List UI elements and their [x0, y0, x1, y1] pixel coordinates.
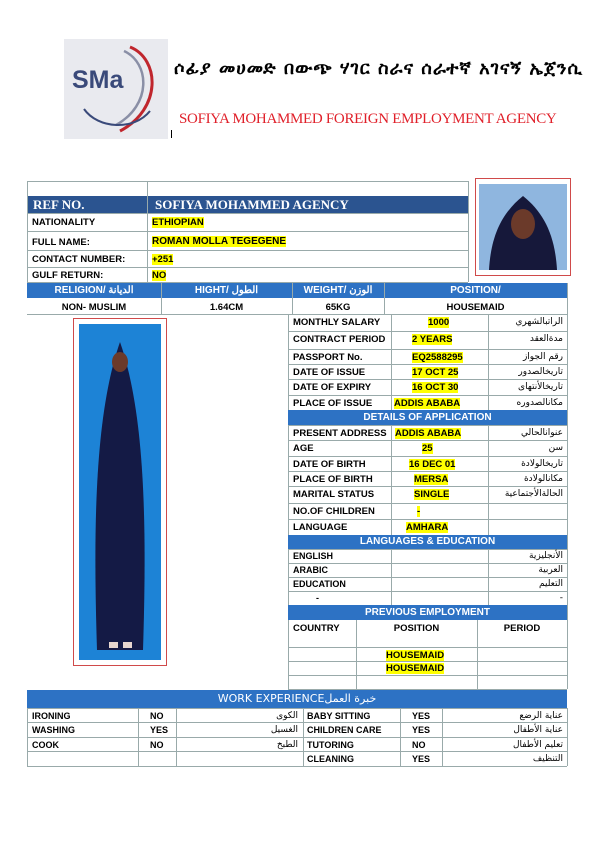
work-left-label: COOK	[32, 740, 59, 750]
gulf-return-label: GULF RETURN:	[32, 270, 104, 281]
full-name-label: FULL NAME:	[32, 237, 90, 248]
language-label: ENGLISH	[293, 551, 334, 561]
nationality-label: NATIONALITY	[32, 217, 96, 228]
languages-title: LANGUAGES & EDUCATION	[359, 536, 496, 547]
details-arabic: رقم الجواز	[522, 352, 563, 362]
languages-row-line	[288, 549, 567, 550]
application-label: MARITAL STATUS	[293, 489, 375, 500]
work-left-value: NO	[150, 711, 164, 721]
application-arabic: تاريخالولادة	[521, 459, 563, 469]
application-arabic: مكانالولادة	[523, 474, 563, 484]
details-row-line	[288, 349, 567, 350]
application-arabic: عنوانالحالي	[520, 428, 563, 438]
agency-name-amharic: ሶፊያ መሀመድ በውጭ ሃገር ስራና ሰራተኛ አገናኝ ኤጀንሲ	[174, 58, 583, 79]
details-label: PLACE OF ISSUE	[293, 398, 373, 409]
application-row-line	[288, 425, 567, 426]
language-label: ARABIC	[293, 565, 328, 575]
ref-value: SOFIYA MOHAMMED AGENCY	[155, 197, 349, 212]
portrait-image-icon	[479, 184, 567, 270]
nationality-value: ETHIOPIAN	[152, 217, 204, 228]
work-row-line	[27, 722, 567, 723]
work-left-arabic: الكوى	[276, 711, 298, 721]
application-arabic: سن	[548, 443, 563, 453]
work-right-label: CHILDREN CARE	[307, 725, 382, 735]
details-row-line	[288, 331, 567, 332]
employment-position-1: HOUSEMAID	[386, 650, 445, 661]
country-header: COUNTRY	[293, 623, 340, 634]
details-row-line	[288, 314, 567, 315]
language-label: EDUCATION	[293, 579, 346, 589]
work-right-value: YES	[412, 711, 431, 721]
work-right-arabic: عناية الرضع	[519, 711, 563, 721]
details-row-line	[288, 379, 567, 380]
work-row-line	[27, 708, 567, 709]
employment-title: PREVIOUS EMPLOYMENT	[364, 607, 490, 618]
work-right-label: CLEANING	[307, 754, 354, 764]
application-label: LANGUAGE	[293, 522, 348, 533]
work-left-label: IRONING	[32, 711, 71, 721]
application-value: MERSA	[414, 474, 449, 485]
language-arabic: التعليم	[539, 579, 563, 589]
application-value: 25	[422, 443, 433, 454]
details-label: MONTHLY SALARY	[293, 317, 381, 328]
work-right-arabic: تعليم الأطفال	[512, 740, 563, 750]
details-arabic: مكانالصدوره	[516, 398, 563, 408]
details-value: ADDIS ABABA	[394, 398, 461, 409]
details-value: 1000	[428, 317, 450, 328]
work-right-value: YES	[412, 725, 431, 735]
work-left-arabic: الطبخ	[276, 740, 298, 750]
portrait-photo	[475, 178, 571, 276]
details-value: EQ2588295	[412, 352, 463, 363]
details-label: DATE OF ISSUE	[293, 367, 366, 378]
details-label: DATE OF EXPIRY	[293, 382, 372, 393]
height-value: 1.64CM	[209, 302, 244, 313]
application-label: AGE	[293, 443, 314, 454]
languages-row-line	[288, 577, 567, 578]
ref-row	[27, 196, 468, 213]
ref-label: REF NO.	[33, 197, 85, 212]
work-left-value: YES	[150, 725, 169, 735]
application-arabic: الحالةالأجتماعية	[504, 489, 563, 499]
work-right-label: TUTORING	[307, 740, 354, 750]
details-arabic: مدةالعقد	[529, 334, 563, 344]
details-arabic: تاريخالأنتهاى	[518, 382, 563, 392]
application-value: 16 DEC 01	[409, 459, 456, 470]
work-row-line	[27, 737, 567, 738]
details-value: 2 YEARS	[412, 334, 453, 345]
languages-row-line	[288, 563, 567, 564]
work-right-value: NO	[412, 740, 426, 750]
details-label: PASSPORT No.	[293, 352, 363, 363]
application-row-line	[288, 456, 567, 457]
full-body-image-icon	[79, 324, 161, 660]
agency-name-english: SOFIYA MOHAMMED FOREIGN EMPLOYMENT AGENCY	[179, 111, 557, 127]
period-header: PERIOD	[503, 623, 541, 634]
work-title: WORK EXPERIENCEخبرة العمل	[217, 692, 377, 705]
details-value: 17 OCT 25	[412, 367, 459, 378]
work-right-label: BABY SITTING	[307, 711, 371, 721]
contact-number-value: +251	[152, 254, 174, 265]
work-right-arabic: عناية الأطفال	[513, 725, 563, 735]
languages-row-line	[288, 591, 567, 592]
application-value: -	[417, 506, 421, 517]
application-row-line	[288, 486, 567, 487]
application-row-line	[288, 503, 567, 504]
details-value: 16 OCT 30	[412, 382, 459, 393]
application-label: NO.OF CHILDREN	[293, 506, 375, 517]
details-row-line	[288, 395, 567, 396]
details-label: CONTRACT PERIOD	[293, 334, 386, 345]
position-header: POSITION/	[450, 285, 501, 296]
work-left-value: NO	[150, 740, 164, 750]
application-value: ADDIS ABABA	[395, 428, 462, 439]
details-arabic: تاريخالصدور	[518, 367, 563, 377]
application-row-line	[288, 440, 567, 441]
full-body-photo	[73, 318, 167, 666]
application-row-line	[288, 519, 567, 520]
work-left-label: WASHING	[32, 725, 76, 735]
application-label: PRESENT ADDRESS	[293, 428, 387, 439]
gulf-return-value: NO	[152, 270, 167, 281]
work-row-line	[27, 766, 567, 767]
application-value: SINGLE	[414, 489, 450, 500]
work-row-line	[27, 751, 567, 752]
language-arabic: العربية	[538, 565, 563, 575]
logo-text: SMa	[72, 66, 124, 94]
application-title: DETAILS OF APPLICATION	[363, 412, 492, 423]
position-value: HOUSEMAID	[446, 302, 505, 313]
application-label: DATE OF BIRTH	[293, 459, 366, 470]
position-col-header: POSITION	[393, 623, 440, 634]
employment-position-2: HOUSEMAID	[386, 663, 445, 674]
work-right-value: YES	[412, 754, 431, 764]
work-right-arabic: التنظيف	[532, 754, 563, 764]
language-arabic: -	[559, 593, 563, 603]
religion-value: NON- MUSLIM	[61, 302, 127, 313]
weight-value: 65KG	[325, 302, 351, 313]
application-label: PLACE OF BIRTH	[293, 474, 373, 485]
application-row-line	[288, 471, 567, 472]
weight-header: WEIGHT/ الوزن	[303, 285, 373, 296]
work-left-arabic: الغسيل	[270, 725, 298, 735]
language-arabic: الأنجليزية	[529, 551, 563, 561]
application-value: AMHARA	[406, 522, 449, 533]
language-label: -	[316, 593, 319, 603]
height-header: HIGHT/ الطول	[194, 285, 259, 296]
contact-number-label: CONTACT NUMBER:	[32, 254, 126, 265]
details-row-line	[288, 364, 567, 365]
details-arabic: الراتبالشهري	[515, 317, 563, 327]
full-name-value: ROMAN MOLLA TEGEGENE	[152, 236, 287, 247]
religion-header: RELIGION/ الديانة	[54, 285, 134, 296]
